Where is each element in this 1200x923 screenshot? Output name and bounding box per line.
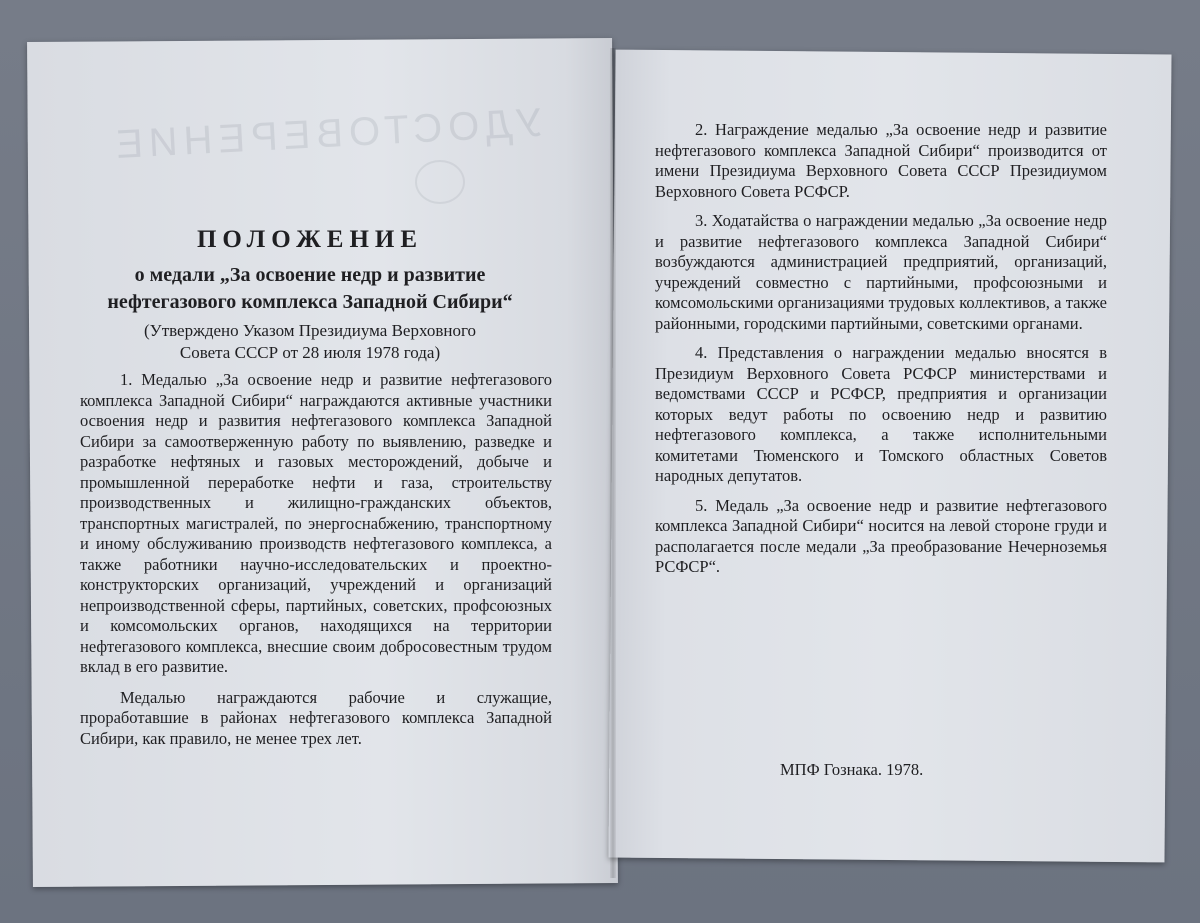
approval-note: [55, 320, 565, 364]
show-through-cover-word: УДОСТОВЕРЕНИЕ: [109, 100, 544, 168]
approval-line: Совета СССР от 28 июля 1978 года): [179, 343, 441, 362]
approval-line: (Утверждено Указом Президиума Верховного: [144, 321, 476, 340]
paragraph-1: 1. Медалью „За освоение недр и развитие нефтегазового комплекса Западной Сибири“ награждаются активные участники освоения недр и развития нефтегазового комплекса Западной Сибири за самоотверженную работу по выявлению, разведке и разработке нефтяных и газовых месторождений, добыче и промышленной переработке нефти и газа, строительству производственных и жилищно-гражданских объектов, транспортных магистралей, по энергоснабжению, транспортному и иному обслуживанию производств нефтегазового комплекса, а также работники научно-исследовательских и проектно-конструкторских организаций, учреждений и организаций непроизводственной сферы, партийных, советских, профсоюзных и комсомольских органов, находящихся на территории нефтегазового комплекса, внесшие своим добросовестным трудом вклад в его развитие.: [80, 370, 552, 676]
subtitle-line: о медали „За освоение недр и развитие: [134, 264, 486, 286]
paragraph-4: 4. Представления о награждении медалью вносятся в Президиум Верховного Совета РСФСР министерствами и ведомствами СССР и РСФСР, предприятия и организации которых ведут работы по освоению недр и развитию нефтегазового комплекса, а также исполнительными комитетами Тюменского и Томского областных Советов народных депутатов.: [655, 343, 1107, 485]
document-title: ПОЛОЖЕНИЕ: [196, 226, 424, 253]
paragraph-2: 2. Награждение медалью „За освоение недр и развитие нефтегазового комплекса Западной Сибири“ производится от имени Президиума Верховного Совета СССР Президиумом Верховного Совета РСФСР.: [655, 120, 1107, 201]
left-page-body: [80, 370, 552, 749]
paragraph-1-continued: Медалью награждаются рабочие и служащие, проработавшие в районах нефтегазового комплекса Западной Сибири, как правило, не менее трех лет.: [80, 687, 552, 748]
document-subtitle: [50, 262, 570, 316]
paragraph-3: 3. Ходатайства о награждении медалью „За освоение недр и развитие нефтегазового комплекса Западной Сибири“ возбуждаются администрацией предприятий, организаций, учреждений совместно с партийными, профсоюзными и комсомольскими организациями трудовых коллективов, а также районными, городскими партийными, советскими органами.: [655, 211, 1107, 333]
booklet-fold: [610, 48, 616, 878]
subtitle-line: нефтегазового комплекса Западной Сибири“: [107, 291, 513, 313]
paragraph-5: 5. Медаль „За освоение недр и развитие нефтегазового комплекса Западной Сибири“ носится на левой стороне груди и располагается после медали „За преобразование Нечерноземья РСФСР“.: [655, 495, 1107, 576]
show-through-emblem-icon: [415, 160, 465, 204]
right-page-body: [655, 120, 1107, 578]
printer-imprint: МПФ Гознака. 1978.: [780, 760, 924, 779]
